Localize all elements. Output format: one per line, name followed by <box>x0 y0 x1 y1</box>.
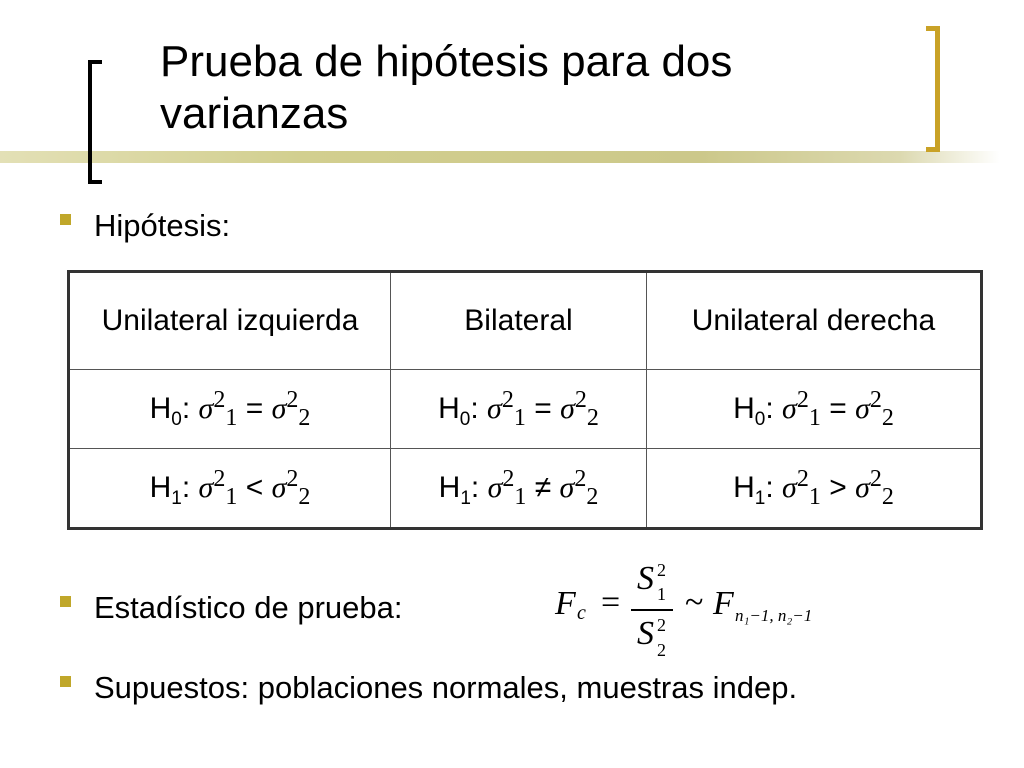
test-statistic-formula <box>555 560 855 670</box>
math-text: 2 <box>574 386 587 413</box>
fraction-bar <box>631 609 673 611</box>
statistic-label: Estadístico de prueba: <box>94 590 403 625</box>
relation-symbol: ≠ <box>534 470 552 504</box>
math-text: H <box>149 391 172 425</box>
assumptions-text: Supuestos: poblaciones normales, muestras indep. <box>94 670 798 705</box>
right-bracket-decoration <box>926 26 940 152</box>
math-text: 1 <box>171 487 182 509</box>
math-text: 2 <box>796 465 809 492</box>
math-text: 2 <box>586 483 599 510</box>
math-text: 2 <box>501 386 514 413</box>
bullet-marker <box>60 676 71 687</box>
bullet-marker <box>60 596 71 607</box>
math-text: σ <box>782 391 797 425</box>
math-text: σ <box>559 470 575 504</box>
formula-tilde: ~ <box>685 584 704 621</box>
null-hypothesis-cell: $H_0$: $\sigma^2_1 = \sigma^2_2$ <box>69 370 391 449</box>
math-text: 2 <box>796 386 809 413</box>
formula-dist: F <box>713 585 734 622</box>
header-right-tailed: Unilateral derecha <box>647 272 982 370</box>
math-text: σ <box>271 470 287 504</box>
relation-symbol: < <box>245 470 264 504</box>
math-text: 2 <box>869 465 882 492</box>
formula-denominator-sub: 2 <box>657 640 666 660</box>
relation-symbol: = <box>245 391 264 425</box>
math-text: 1 <box>808 483 821 510</box>
formula-equals: = <box>601 584 621 621</box>
alt-hypothesis-cell: $H_1$: $\sigma^2_1 \ne \sigma^2_2$ <box>391 449 647 529</box>
null-hypothesis-cell: $H_0$: $\sigma^2_1 = \sigma^2_2$ <box>647 370 982 449</box>
math-text: 2 <box>502 465 515 492</box>
math-text: σ <box>198 470 214 504</box>
bullet-marker <box>60 214 71 225</box>
formula-denominator-sup: 2 <box>657 615 666 635</box>
math-text: σ <box>855 470 870 504</box>
alt-hypothesis-row <box>69 449 982 529</box>
math-text: 1 <box>754 487 766 509</box>
math-text: σ <box>560 391 575 425</box>
math-text: 1 <box>513 404 526 431</box>
math-text: 2 <box>286 465 299 492</box>
math-text: σ <box>782 470 797 504</box>
formula-denominator: S <box>637 615 654 652</box>
hypothesis-label: Hipótesis: <box>94 208 231 243</box>
alt-hypothesis-cell: $H_1$: $\sigma^2_1 > \sigma^2_2$ <box>647 449 982 529</box>
hypothesis-table <box>67 270 983 530</box>
header-two-tailed: Bilateral <box>391 272 647 370</box>
math-text: σ <box>855 391 870 425</box>
alt-hypothesis-cell: $H_1$: $\sigma^2_1 < \sigma^2_2$ <box>69 449 391 529</box>
math-text: 2 <box>574 465 587 492</box>
null-hypothesis-cell: $H_0$: $\sigma^2_1 = \sigma^2_2$ <box>391 370 647 449</box>
math-text: 0 <box>754 408 766 430</box>
relation-symbol: = <box>829 391 847 425</box>
math-text: 2 <box>869 386 882 413</box>
math-text: 2 <box>286 386 299 413</box>
math-text: σ <box>487 470 503 504</box>
math-text: 2 <box>298 483 311 510</box>
math-text: σ <box>487 391 502 425</box>
math-text: 2 <box>213 386 226 413</box>
math-text: H <box>149 470 172 504</box>
math-text: σ <box>198 391 214 425</box>
math-text: 2 <box>586 404 599 431</box>
math-text: H <box>733 391 755 425</box>
math-text: σ <box>271 391 287 425</box>
left-bracket-decoration <box>88 60 102 184</box>
null-hypothesis-row <box>69 370 982 449</box>
formula-degrees-of-freedom: n₁−1, n₂−1 <box>735 606 813 625</box>
math-text: 2 <box>213 465 226 492</box>
math-text: H <box>733 470 755 504</box>
formula-numerator-sub: 1 <box>657 584 666 604</box>
math-text: H <box>438 391 460 425</box>
slide-title: Prueba de hipótesis para dos varianzas <box>160 37 733 138</box>
math-text: 1 <box>225 404 238 431</box>
formula-numerator: S <box>637 560 654 597</box>
math-text: 1 <box>225 483 238 510</box>
math-text: 1 <box>460 487 471 509</box>
math-text: 1 <box>514 483 527 510</box>
math-text: H <box>438 470 461 504</box>
header-left-tailed: Unilateral izquierda <box>69 272 391 370</box>
formula-f: F <box>555 585 576 622</box>
math-text: 0 <box>459 408 471 430</box>
math-text: 0 <box>171 408 182 430</box>
math-text: 1 <box>808 404 821 431</box>
relation-symbol: > <box>829 470 847 504</box>
relation-symbol: = <box>534 391 552 425</box>
math-text: 2 <box>298 404 311 431</box>
math-text: 2 <box>881 404 894 431</box>
formula-f-subscript: c <box>577 602 586 624</box>
formula-numerator-sup: 2 <box>657 560 666 580</box>
math-text: 2 <box>881 483 894 510</box>
title-decoration-bar <box>0 151 1000 163</box>
